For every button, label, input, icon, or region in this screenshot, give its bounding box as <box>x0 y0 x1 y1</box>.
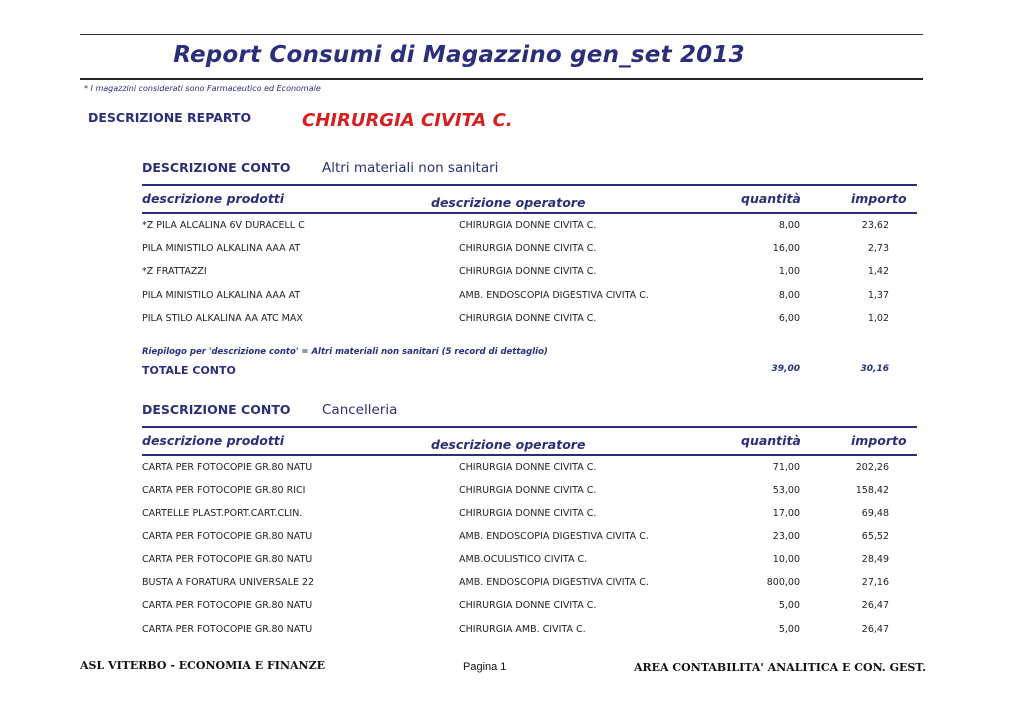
cell-operatore: AMB. ENDOSCOPIA DIGESTIVA CIVITA C. <box>459 290 649 301</box>
col-header-operatore: descrizione operatore <box>431 437 586 452</box>
cell-quantita: 5,00 <box>778 624 800 635</box>
totale-conto-label: TOTALE CONTO <box>142 364 236 377</box>
cell-quantita: 5,00 <box>778 600 800 611</box>
conto-value: Altri materiali non sanitari <box>322 160 499 176</box>
table-row <box>142 462 917 476</box>
table-row <box>142 577 917 591</box>
cell-quantita: 53,00 <box>772 485 800 496</box>
conto-label: DESCRIZIONE CONTO <box>142 160 291 175</box>
cell-quantita: 8,00 <box>778 220 800 231</box>
cell-operatore: CHIRURGIA DONNE CIVITA C. <box>459 243 597 254</box>
cell-prodotto: PILA STILO ALKALINA AA ATC MAX <box>142 313 303 324</box>
table-row <box>142 220 917 234</box>
col-header-importo: importo <box>851 433 907 448</box>
cell-operatore: CHIRURGIA DONNE CIVITA C. <box>459 313 597 324</box>
footer-page-number: Pagina 1 <box>463 661 507 673</box>
title-rule <box>80 78 923 80</box>
table-row <box>142 508 917 522</box>
cell-prodotto: CARTA PER FOTOCOPIE GR.80 NATU <box>142 462 313 473</box>
cell-prodotto: CARTA PER FOTOCOPIE GR.80 NATU <box>142 554 313 565</box>
totale-quantita: 39,00 <box>771 364 800 374</box>
table-row <box>142 266 917 280</box>
cell-operatore: CHIRURGIA DONNE CIVITA C. <box>459 220 597 231</box>
cell-importo: 202,26 <box>855 462 889 473</box>
footer-organization: ASL VITERBO - ECONOMIA E FINANZE <box>80 659 326 672</box>
table-row <box>142 243 917 257</box>
cell-importo: 26,47 <box>861 600 889 611</box>
cell-quantita: 800,00 <box>766 577 800 588</box>
cell-operatore: CHIRURGIA DONNE CIVITA C. <box>459 600 597 611</box>
conto-label: DESCRIZIONE CONTO <box>142 402 291 417</box>
cell-prodotto: CARTA PER FOTOCOPIE GR.80 NATU <box>142 624 313 635</box>
table-row <box>142 624 917 638</box>
cell-importo: 158,42 <box>855 485 889 496</box>
cell-operatore: CHIRURGIA DONNE CIVITA C. <box>459 266 597 277</box>
cell-quantita: 71,00 <box>772 462 800 473</box>
cell-importo: 69,48 <box>861 508 889 519</box>
cell-operatore: CHIRURGIA AMB. CIVITA C. <box>459 624 586 635</box>
report-note: * I magazzini considerati sono Farmaceutico ed Economale <box>84 84 321 93</box>
col-header-prodotti: descrizione prodotti <box>142 433 285 448</box>
cell-quantita: 10,00 <box>772 554 800 565</box>
riepilogo-summary: Riepilogo per 'descrizione conto' = Altri materiali non sanitari (5 record di dettaglio) <box>142 347 548 357</box>
cell-quantita: 23,00 <box>772 531 800 542</box>
cell-prodotto: BUSTA A FORATURA UNIVERSALE 22 <box>142 577 315 588</box>
reparto-value: CHIRURGIA CIVITA C. <box>302 110 513 131</box>
cell-importo: 1,42 <box>867 266 889 277</box>
cell-importo: 23,62 <box>861 220 889 231</box>
cell-importo: 27,16 <box>861 577 889 588</box>
cell-importo: 2,73 <box>867 243 889 254</box>
conto-value: Cancelleria <box>322 402 398 418</box>
cell-prodotto: *Z FRATTAZZI <box>142 266 207 277</box>
col-header-importo: importo <box>851 191 907 206</box>
header-rule-bottom <box>142 454 917 456</box>
col-header-quantita: quantità <box>741 191 801 206</box>
cell-quantita: 17,00 <box>772 508 800 519</box>
table-row <box>142 600 917 614</box>
table-row <box>142 485 917 499</box>
cell-prodotto: PILA MINISTILO ALKALINA AAA AT <box>142 243 301 254</box>
table-row <box>142 290 917 304</box>
cell-operatore: AMB. ENDOSCOPIA DIGESTIVA CIVITA C. <box>459 531 649 542</box>
cell-quantita: 16,00 <box>772 243 800 254</box>
conto-section-cancelleria <box>142 402 917 652</box>
table-row <box>142 531 917 545</box>
cell-prodotto: *Z PILA ALCALINA 6V DURACELL C <box>142 220 305 231</box>
cell-prodotto: CARTA PER FOTOCOPIE GR.80 NATU <box>142 531 313 542</box>
cell-importo: 26,47 <box>861 624 889 635</box>
cell-prodotto: CARTA PER FOTOCOPIE GR.80 RICI <box>142 485 306 496</box>
col-header-prodotti: descrizione prodotti <box>142 191 285 206</box>
cell-operatore: CHIRURGIA DONNE CIVITA C. <box>459 485 597 496</box>
conto-section-altri-materiali <box>142 160 917 380</box>
top-rule <box>80 34 923 35</box>
header-rule-top <box>142 426 917 428</box>
cell-importo: 65,52 <box>861 531 889 542</box>
cell-quantita: 1,00 <box>778 266 800 277</box>
cell-operatore: CHIRURGIA DONNE CIVITA C. <box>459 462 597 473</box>
cell-quantita: 6,00 <box>778 313 800 324</box>
cell-prodotto: CARTELLE PLAST.PORT.CART.CLIN. <box>142 508 303 519</box>
cell-importo: 1,02 <box>867 313 889 324</box>
header-rule-top <box>142 184 917 186</box>
cell-operatore: AMB. ENDOSCOPIA DIGESTIVA CIVITA C. <box>459 577 649 588</box>
report-title: Report Consumi di Magazzino gen_set 2013 <box>173 42 745 68</box>
header-rule-bottom <box>142 212 917 214</box>
col-header-operatore: descrizione operatore <box>431 195 586 210</box>
table-row <box>142 554 917 568</box>
footer-department: AREA CONTABILITA' ANALITICA E CON. GEST. <box>634 661 926 674</box>
table-row <box>142 313 917 327</box>
cell-quantita: 8,00 <box>778 290 800 301</box>
cell-prodotto: CARTA PER FOTOCOPIE GR.80 NATU <box>142 600 313 611</box>
cell-importo: 1,37 <box>867 290 889 301</box>
cell-prodotto: PILA MINISTILO ALKALINA AAA AT <box>142 290 301 301</box>
totale-importo: 30,16 <box>860 364 889 374</box>
cell-importo: 28,49 <box>861 554 889 565</box>
col-header-quantita: quantità <box>741 433 801 448</box>
reparto-label: DESCRIZIONE REPARTO <box>88 110 252 125</box>
cell-operatore: CHIRURGIA DONNE CIVITA C. <box>459 508 597 519</box>
cell-operatore: AMB.OCULISTICO CIVITA C. <box>459 554 588 565</box>
